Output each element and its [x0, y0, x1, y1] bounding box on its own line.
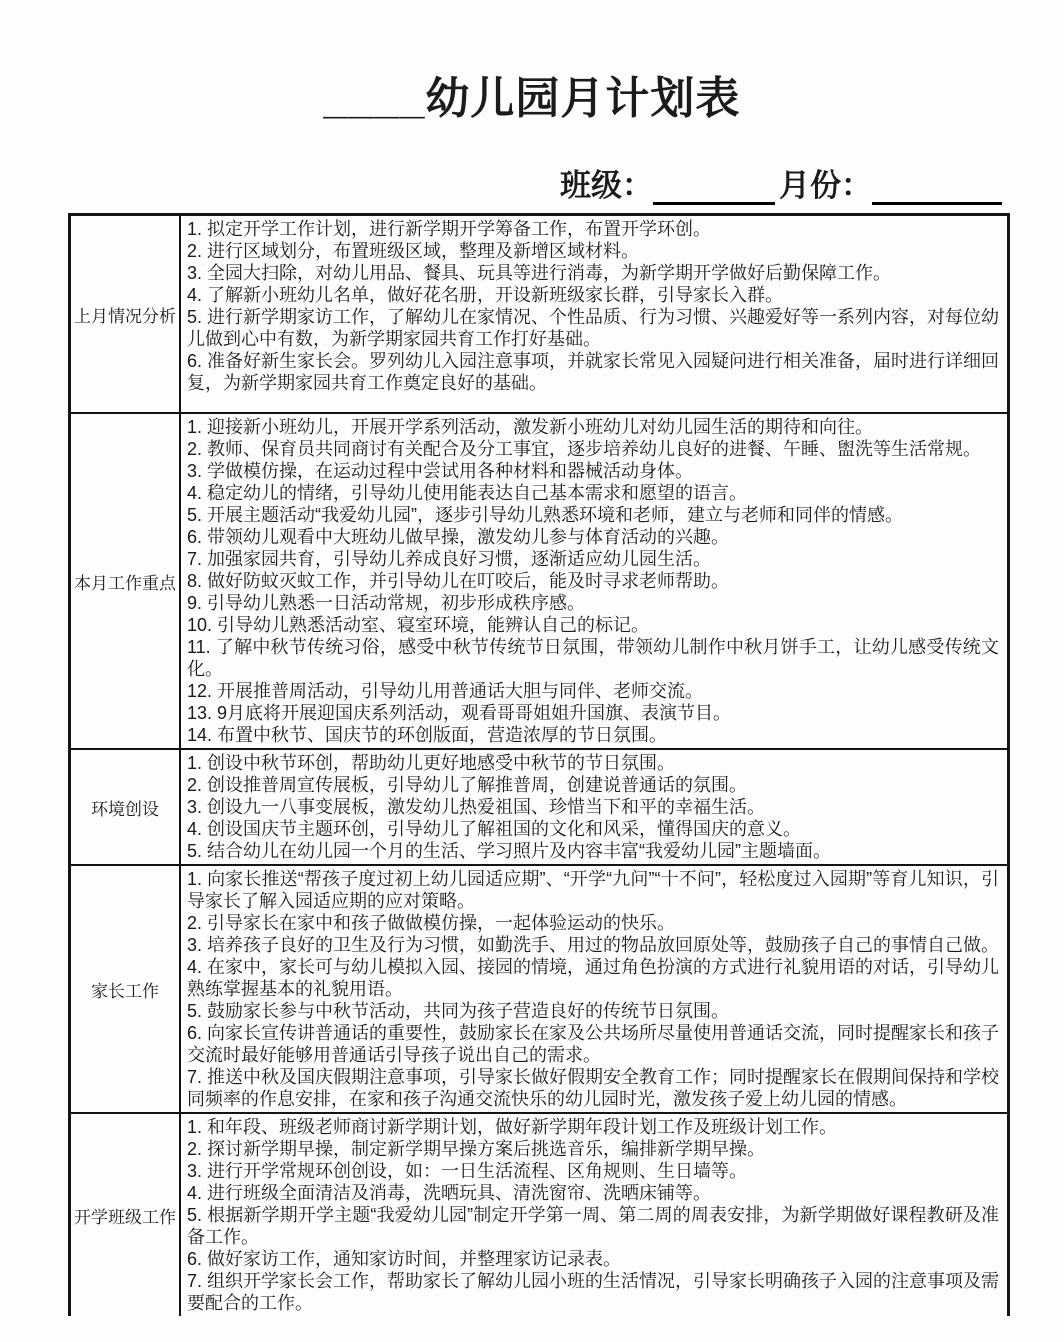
plan-item: 2. 教师、保育员共同商讨有关配合及分工事宜，逐步培养幼儿良好的进餐、午睡、盥洗等生活常规。 [187, 439, 982, 459]
plan-item: 4. 稳定幼儿的情绪，引导幼儿使用能表达自己基本需求和愿望的语言。 [187, 483, 748, 503]
table-row [71, 748, 1007, 864]
plan-item: 3. 创设九一八事变展板，激发幼儿热爱祖国、珍惜当下和平的幸福生活。 [187, 797, 766, 817]
plan-item: 5. 进行新学期家访工作，了解幼儿在家情况、个性品质、行为习惯、兴趣爱好等一系列内容，对每位幼儿做到心中有数，为新学期家园共育工作打好基础。 [187, 307, 1000, 349]
row-label: 本月工作重点 [71, 414, 181, 748]
plan-item: 2. 探讨新学期早操，制定新学期早操方案后挑选音乐，编排新学期早操。 [187, 1139, 766, 1159]
class-month-line [68, 160, 1010, 205]
plan-item: 6. 准备好新生家长会。罗列幼儿入园注意事项，并就家长常见入园疑问进行相关准备，届时进行详细回复，为新学期家园共育工作奠定良好的基础。 [187, 351, 1000, 393]
plan-item: 3. 进行开学常规环创创设，如：一日生活流程、区角规则、生日墙等。 [187, 1161, 748, 1181]
row-content [181, 414, 1007, 748]
row-label: 家长工作 [71, 866, 181, 1112]
plan-item: 5. 鼓励家长参与中秋节活动，共同为孩子营造良好的传统节日氛围。 [187, 1001, 730, 1021]
plan-item: 6. 带领幼儿观看中大班幼儿做早操，激发幼儿参与体育活动的兴趣。 [187, 527, 730, 547]
plan-item: 1. 向家长推送“帮孩子度过初上幼儿园适应期”、“开学“九问”“十不问”，轻松度过入园期”等育儿知识，引导家长了解入园适应期的应对策略。 [187, 869, 999, 911]
plan-item: 4. 进行班级全面清洁及消毒，洗晒玩具、清洗窗帘、洗晒床铺等。 [187, 1183, 712, 1203]
plan-item: 7. 组织开学家长会工作，帮助家长了解幼儿园小班的生活情况，引导家长明确孩子入园的注意事项及需要配合的工作。 [187, 1271, 1000, 1313]
plan-item: 13. 9月底将开展迎国庆系列活动，观看哥哥姐姐升国旗、表演节目。 [187, 703, 732, 723]
row-label: 环境创设 [71, 750, 181, 864]
row-content [181, 750, 1007, 864]
plan-item: 5. 结合幼儿在幼儿园一个月的生活、学习照片及内容丰富“我爱幼儿园”主题墙面。 [187, 841, 831, 861]
table-row [71, 412, 1007, 748]
plan-item: 7. 推送中秋及国庆假期注意事项，引导家长做好假期安全教育工作；同时提醒家长在假期间保持和学校同频率的作息安排，在家和孩子沟通交流快乐的幼儿园时光，激发孩子爱上幼儿园的情感。 [187, 1067, 1000, 1109]
plan-item: 1. 迎接新小班幼儿，开展开学系列活动，激发新小班幼儿对幼儿园生活的期待和向往。 [187, 417, 874, 437]
plan-item: 12. 开展推普周活动，引导幼儿用普通话大胆与同伴、老师交流。 [187, 681, 704, 701]
row-label: 上月情况分析 [71, 216, 181, 412]
plan-item: 10. 引导幼儿熟悉活动室、寝室环境，能辨认自己的标记。 [187, 615, 650, 635]
plan-item: 5. 开展主题活动“我爱幼儿园”，逐步引导幼儿熟悉环境和老师，建立与老师和同伴的情感。 [187, 505, 903, 525]
class-blank [653, 175, 775, 205]
plan-item: 4. 了解新小班幼儿名单，做好花名册，开设新班级家长群，引导家长入群。 [187, 285, 784, 305]
table-row [71, 1112, 1007, 1316]
table-row [71, 216, 1007, 412]
plan-item: 1. 和年段、班级老师商讨新学期计划，做好新学期年段计划工作及班级计划工作。 [187, 1117, 838, 1137]
plan-item: 4. 在家中，家长可与幼儿模拟入园、接园的情境，通过角色扮演的方式进行礼貌用语的对话，引导幼儿熟练掌握基本的礼貌用语。 [187, 957, 1000, 999]
plan-item: 1. 创设中秋节环创，帮助幼儿更好地感受中秋节的节日氛围。 [187, 753, 676, 773]
class-label: 班级： [560, 168, 653, 203]
table-row [71, 864, 1007, 1112]
plan-item: 7. 加强家园共育，引导幼儿养成良好习惯，逐渐适应幼儿园生活。 [187, 549, 712, 569]
plan-item: 2. 引导家长在家中和孩子做做模仿操，一起体验运动的快乐。 [187, 913, 676, 933]
month-blank [872, 175, 1002, 205]
plan-item: 1. 拟定开学工作计划，进行新学期开学筹备工作，布置开学环创。 [187, 219, 712, 239]
plan-item: 3. 学做模仿操，在运动过程中尝试用各种材料和器械活动身体。 [187, 461, 694, 481]
plan-item: 6. 做好家访工作，通知家访时间，并整理家访记录表。 [187, 1249, 622, 1269]
page-title: ____幼儿园月计划表 [323, 74, 741, 123]
row-content [181, 1114, 1007, 1316]
row-content [181, 216, 1007, 412]
plan-item: 3. 全园大扫除，对幼儿用品、餐具、玩具等进行消毒，为新学期开学做好后勤保障工作。 [187, 263, 892, 283]
monthly-plan-table [68, 213, 1010, 1316]
plan-item: 9. 引导幼儿熟悉一日活动常规，初步形成秩序感。 [187, 593, 586, 613]
plan-item: 4. 创设国庆节主题环创，引导幼儿了解祖国的文化和风采，懂得国庆的意义。 [187, 819, 802, 839]
row-label: 开学班级工作 [71, 1114, 181, 1316]
plan-item: 5. 根据新学期开学主题“我爱幼儿园”制定开学第一周、第二周的周表安排，为新学期做好课程教研及准备工作。 [187, 1205, 999, 1247]
month-label: 月份： [779, 168, 872, 203]
plan-item: 6. 向家长宣传讲普通话的重要性，鼓励家长在家及公共场所尽量使用普通话交流，同时提醒家长和孩子交流时最好能够用普通话引导孩子说出自己的需求。 [187, 1023, 1000, 1065]
plan-item: 2. 进行区域划分，布置班级区域，整理及新增区域材料。 [187, 241, 640, 261]
row-content [181, 866, 1007, 1112]
plan-item: 8. 做好防蚊灭蚊工作，并引导幼儿在叮咬后，能及时寻求老师帮助。 [187, 571, 730, 591]
plan-item: 11. 了解中秋节传统习俗，感受中秋节传统节日氛围，带领幼儿制作中秋月饼手工，让幼儿感受传统文化。 [187, 637, 999, 679]
plan-item: 14. 布置中秋节、国庆节的环创版面，营造浓厚的节日氛围。 [187, 725, 668, 745]
plan-item: 3. 培养孩子良好的卫生及行为习惯，如勤洗手、用过的物品放回原处等，鼓励孩子自己的事情自己做。 [187, 935, 1000, 955]
plan-item: 2. 创设推普周宣传展板，引导幼儿了解推普周，创建说普通话的氛围。 [187, 775, 748, 795]
